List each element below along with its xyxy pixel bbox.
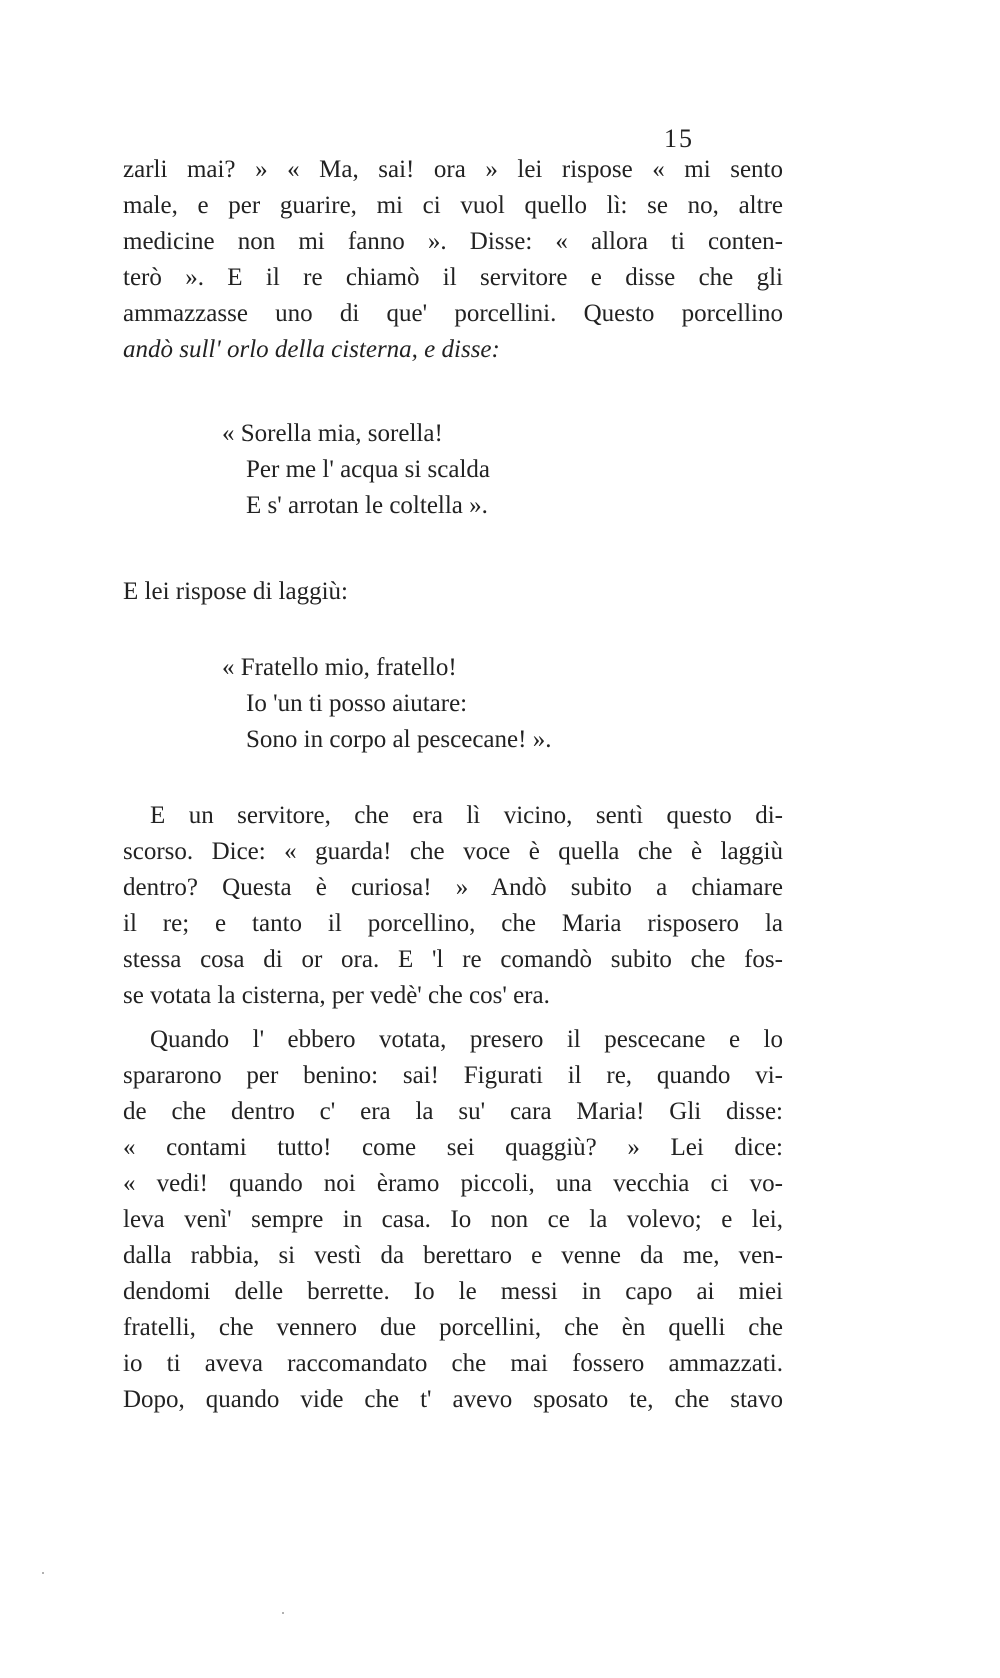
text-line: dendomi delle berrette. Io le messi in capo ai miei — [123, 1278, 783, 1305]
text-line: medicine non mi fanno ». Disse: « allora ti conten- — [123, 228, 783, 255]
verse-line: « Fratello mio, fratello! — [222, 654, 457, 681]
text-line: se votata la cisterna, per vedè' che cos' era. — [123, 982, 550, 1009]
text-line: fratelli, che vennero due porcellini, che èn quelli che — [123, 1314, 783, 1341]
text-line: zarli mai? » « Ma, sai! ora » lei rispose « mi sento — [123, 156, 783, 183]
text-line: dentro? Questa è curiosa! » Andò subito a chiamare — [123, 874, 783, 901]
text-line: spararono per benino: sai! Figurati il re, quando vi- — [123, 1062, 783, 1089]
text-line: andò sull' orlo della cisterna, e disse: — [123, 336, 500, 363]
text-line: leva venì' sempre in casa. Io non ce la volevo; e lei, — [123, 1206, 783, 1233]
text-line: io ti aveva raccomandato che mai fossero ammazzati. — [123, 1350, 783, 1377]
scan-speck — [282, 1612, 284, 1614]
verse-line: Per me l' acqua si scalda — [246, 456, 490, 483]
scan-speck — [42, 1572, 44, 1574]
text-line: scorso. Dice: « guarda! che voce è quella che è laggiù — [123, 838, 783, 865]
verse-line: Io 'un ti posso aiutare: — [246, 690, 468, 717]
text-line: dalla rabbia, si vestì da berettaro e venne da me, ven- — [123, 1242, 783, 1269]
verse-line: Sono in corpo al pescecane! ». — [246, 726, 552, 753]
text-line: terò ». E il re chiamò il servitore e disse che gli — [123, 264, 783, 291]
verse-line: E s' arrotan le coltella ». — [246, 492, 488, 519]
text-line: Quando l' ebbero votata, presero il pescecane e lo — [150, 1026, 783, 1053]
text-line: ammazzasse uno di que' porcellini. Questo porcellino — [123, 300, 783, 327]
text-line: E un servitore, che era lì vicino, sentì questo di- — [150, 802, 783, 829]
text-line: male, e per guarire, mi ci vuol quello lì: se no, altre — [123, 192, 783, 219]
verse-line: « Sorella mia, sorella! — [222, 420, 443, 447]
text-line: Dopo, quando vide che t' avevo sposato te, che stavo — [123, 1386, 783, 1413]
page-number: 15 — [664, 124, 694, 153]
text-line: « vedi! quando noi èramo piccoli, una vecchia ci vo- — [123, 1170, 783, 1197]
text-line: stessa cosa di or ora. E 'l re comandò subito che fos- — [123, 946, 783, 973]
text-line: il re; e tanto il porcellino, che Maria risposero la — [123, 910, 783, 937]
text-line: « contami tutto! come sei quaggiù? » Lei dice: — [123, 1134, 783, 1161]
text-line: E lei rispose di laggiù: — [123, 578, 348, 605]
text-line: de che dentro c' era la su' cara Maria! Gli disse: — [123, 1098, 783, 1125]
